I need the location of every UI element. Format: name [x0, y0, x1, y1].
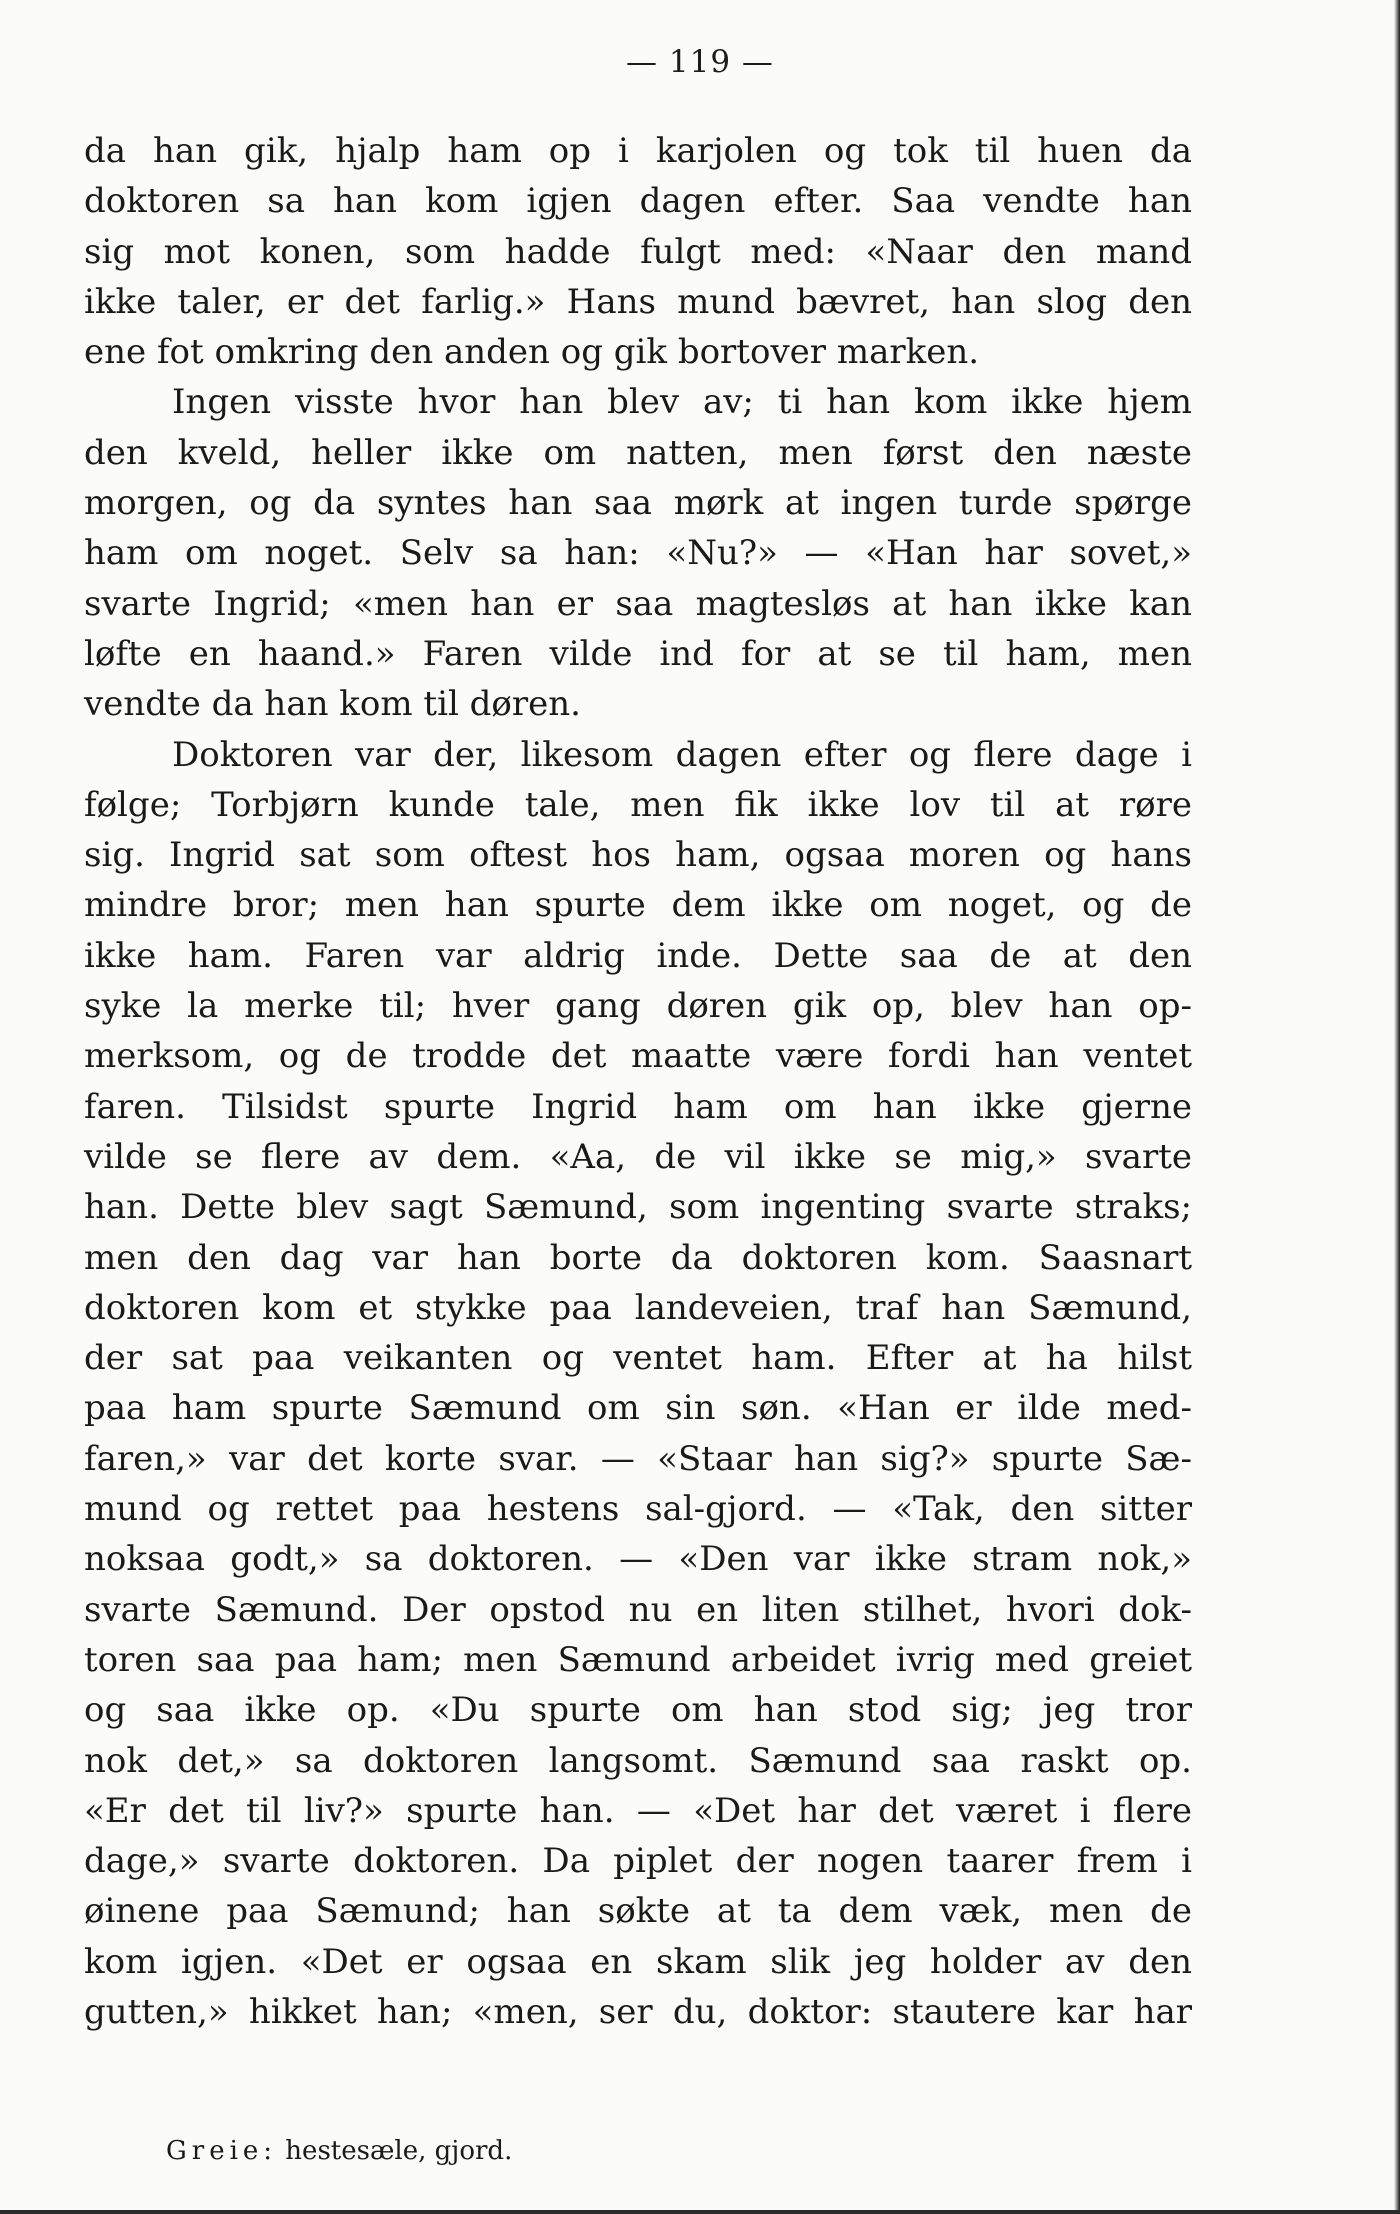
text-line: syke la merke til; hver gang døren gik op, blev han op-	[84, 986, 1192, 1027]
text-line: nok det,» sa doktoren langsomt. Sæmund saa raskt op.	[84, 1740, 1192, 1781]
text-line: og saa ikke op. «Du spurte om han stod sig; jeg tror	[84, 1690, 1192, 1731]
text-line: sig. Ingrid sat som oftest hos ham, ogsaa moren og hans	[84, 835, 1192, 876]
text-line: dage,» svarte doktoren. Da piplet der nogen taarer frem i	[84, 1841, 1192, 1882]
text-line: svarte Sæmund. Der opstod nu en liten stilhet, hvori dok-	[84, 1589, 1192, 1630]
text-line: merksom, og de trodde det maatte være fordi han ventet	[84, 1036, 1192, 1077]
text-line: Doktoren var der, likesom dagen efter og flere dage i	[172, 734, 1192, 775]
text-line: svarte Ingrid; «men han er saa magtesløs at han ikke kan	[84, 583, 1192, 624]
text-line: morgen, og da syntes han saa mørk at ingen turde spørge	[84, 483, 1192, 524]
text-line: kom igjen. «Det er ogsaa en skam slik jeg holder av den	[84, 1941, 1192, 1982]
text-line: faren. Tilsidst spurte Ingrid ham om han ikke gjerne	[84, 1086, 1192, 1127]
page-edge-bottom	[0, 2210, 1400, 2214]
text-line: sig mot konen, som hadde fulgt med: «Naar den mand	[84, 231, 1192, 272]
text-line: han. Dette blev sagt Sæmund, som ingenting svarte straks;	[84, 1187, 1192, 1228]
text-line: løfte en haand.» Faren vilde ind for at se til ham, men	[84, 633, 1192, 674]
text-line: mund og rettet paa hestens sal-gjord. — «Tak, den sitter	[84, 1489, 1192, 1530]
footnote	[166, 2136, 512, 2166]
text-line: der sat paa veikanten og ventet ham. Efter at ha hilst	[84, 1338, 1192, 1379]
text-line: gutten,» hikket han; «men, ser du, doktor: stautere kar har	[84, 1991, 1192, 2032]
footnote-term: Greie:	[166, 2136, 278, 2166]
text-line: «Er det til liv?» spurte han. — «Det har det været i flere	[84, 1790, 1192, 1831]
text-line: doktoren kom et stykke paa landeveien, traf han Sæmund,	[84, 1287, 1192, 1328]
text-line: paa ham spurte Sæmund om sin søn. «Han er ilde med-	[84, 1388, 1192, 1429]
text-line: ene fot omkring den anden og gik bortover marken.	[84, 332, 980, 373]
text-line: øinene paa Sæmund; han søkte at ta dem væk, men de	[84, 1891, 1192, 1932]
text-line: da han gik, hjalp ham op i karjolen og tok til huen da	[84, 131, 1192, 171]
text-line: men den dag var han borte da doktoren kom. Saasnart	[84, 1237, 1192, 1278]
text-line: faren,» var det korte svar. — «Staar han sig?» spurte Sæ-	[84, 1438, 1192, 1479]
text-line: ikke taler, er det farlig.» Hans mund bævret, han slog den	[84, 281, 1192, 322]
text-line: den kveld, heller ikke om natten, men først den næste	[84, 432, 1192, 473]
text-line: følge; Torbjørn kunde tale, men fik ikke lov til at røre	[84, 784, 1192, 825]
text-line: mindre bror; men han spurte dem ikke om noget, og de	[84, 885, 1192, 926]
text-line: doktoren sa han kom igjen dagen efter. Saa vendte han	[84, 181, 1192, 222]
text-line: noksaa godt,» sa doktoren. — «Den var ikke stram nok,»	[84, 1539, 1192, 1580]
text-line: vilde se flere av dem. «Aa, de vil ikke se mig,» svarte	[84, 1136, 1192, 1177]
page-number: — 119 —	[626, 44, 774, 80]
text-line: ham om noget. Selv sa han: «Nu?» — «Han har sovet,»	[84, 533, 1192, 574]
text-line: toren saa paa ham; men Sæmund arbeidet ivrig med greiet	[84, 1639, 1192, 1680]
body-text	[84, 126, 1192, 2037]
text-line: Ingen visste hvor han blev av; ti han kom ikke hjem	[172, 382, 1192, 423]
text-line: ikke ham. Faren var aldrig inde. Dette saa de at den	[84, 935, 1192, 976]
page-edge-shadow	[1394, 0, 1400, 2214]
text-line: vendte da han kom til døren.	[84, 684, 581, 725]
footnote-definition: hestesæle, gjord.	[277, 2136, 513, 2166]
